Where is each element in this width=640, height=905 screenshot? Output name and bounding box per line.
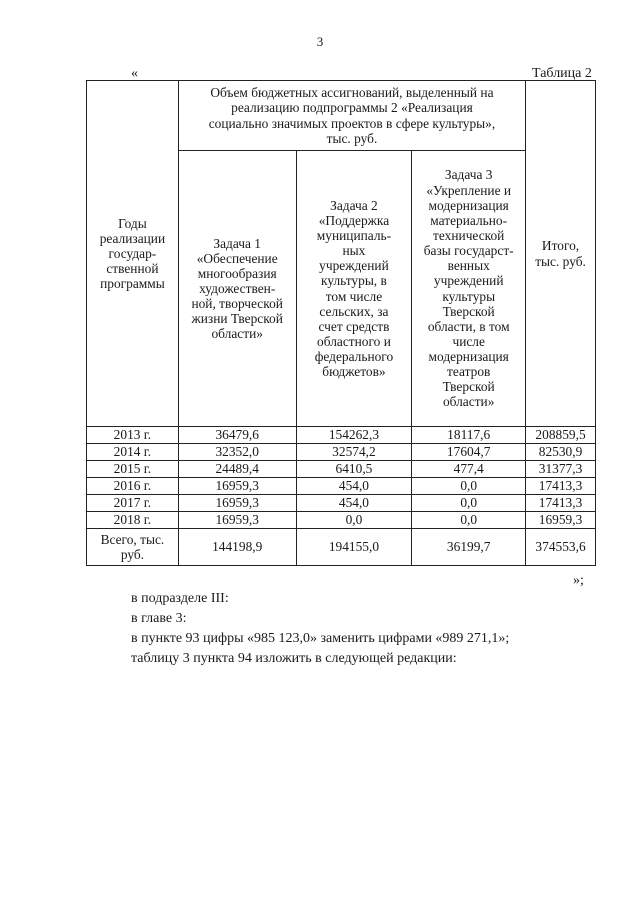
cell-task-3: 0,0 (412, 512, 526, 529)
amendment-text (131, 589, 509, 669)
cell-year: 2013 г. (87, 427, 179, 444)
header-task-2: Задача 2 «Поддержка муниципаль- ных учреждений культуры, в том числе сельских, за счет средств областного и федерального бюджетов» (296, 151, 412, 427)
cell-total: 16959,3 (526, 512, 596, 529)
cell-task-1: 16959,3 (178, 512, 296, 529)
cell-task-2: 454,0 (296, 495, 412, 512)
cell-task-3: 0,0 (412, 478, 526, 495)
header-years: Годы реализации государ- ственной программы (87, 81, 179, 427)
table-label: Таблица 2 (532, 66, 592, 81)
cell-total: 17413,3 (526, 495, 596, 512)
cell-total: 17413,3 (526, 478, 596, 495)
cell-task-1: 32352,0 (178, 444, 296, 461)
page-number: 3 (316, 34, 324, 49)
cell-task-1: 16959,3 (178, 478, 296, 495)
header-task-3: Задача 3 «Укрепление и модернизация материально- технической базы государст- венных учреждений культуры Тверской области, в том числе модернизация театров Тверской области» (412, 151, 526, 427)
table-row (87, 495, 596, 512)
table-row (87, 478, 596, 495)
cell-task-3: 477,4 (412, 461, 526, 478)
cell-task-1: 16959,3 (178, 495, 296, 512)
paragraph: в главе 3: (131, 611, 187, 626)
header-budget-group: Объем бюджетных ассигнований, выделенный на реализацию подпрограммы 2 «Реализация социально значимых проектов в сфере культуры», тыс. руб. (178, 81, 525, 151)
cell-grand-total: 374553,6 (526, 529, 596, 566)
cell-task-3: 17604,7 (412, 444, 526, 461)
cell-task-2: 0,0 (296, 512, 412, 529)
budget-table (86, 80, 596, 566)
cell-task-1-sum: 144198,9 (178, 529, 296, 566)
cell-task-1: 24489,4 (178, 461, 296, 478)
cell-task-3-sum: 36199,7 (412, 529, 526, 566)
cell-task-2: 154262,3 (296, 427, 412, 444)
header-task-1: Задача 1 «Обеспечение многообразия художествен- ной, творческой жизни Тверской области» (178, 151, 296, 427)
cell-total: 208859,5 (526, 427, 596, 444)
cell-total: 82530,9 (526, 444, 596, 461)
cell-task-2: 32574,2 (296, 444, 412, 461)
table-row (87, 512, 596, 529)
table-row (87, 461, 596, 478)
cell-year: 2015 г. (87, 461, 179, 478)
closing-quote: »; (573, 573, 584, 588)
cell-year: 2016 г. (87, 478, 179, 495)
paragraph: таблицу 3 пункта 94 изложить в следующей редакции: (131, 651, 457, 666)
cell-year: 2018 г. (87, 512, 179, 529)
cell-task-2-sum: 194155,0 (296, 529, 412, 566)
cell-total-label: Всего, тыс. руб. (87, 529, 179, 566)
cell-task-2: 454,0 (296, 478, 412, 495)
table-row (87, 444, 596, 461)
cell-total: 31377,3 (526, 461, 596, 478)
table-row (87, 427, 596, 444)
paragraph: в подразделе III: (131, 591, 229, 606)
cell-task-3: 0,0 (412, 495, 526, 512)
cell-task-1: 36479,6 (178, 427, 296, 444)
table-total-row (87, 529, 596, 566)
opening-quote: « (131, 66, 138, 81)
cell-task-2: 6410,5 (296, 461, 412, 478)
cell-year: 2017 г. (87, 495, 179, 512)
cell-year: 2014 г. (87, 444, 179, 461)
cell-task-3: 18117,6 (412, 427, 526, 444)
paragraph: в пункте 93 цифры «985 123,0» заменить цифрами «989 271,1»; (131, 631, 510, 646)
header-total: Итого, тыс. руб. (526, 81, 596, 427)
table-header-row (87, 81, 596, 151)
